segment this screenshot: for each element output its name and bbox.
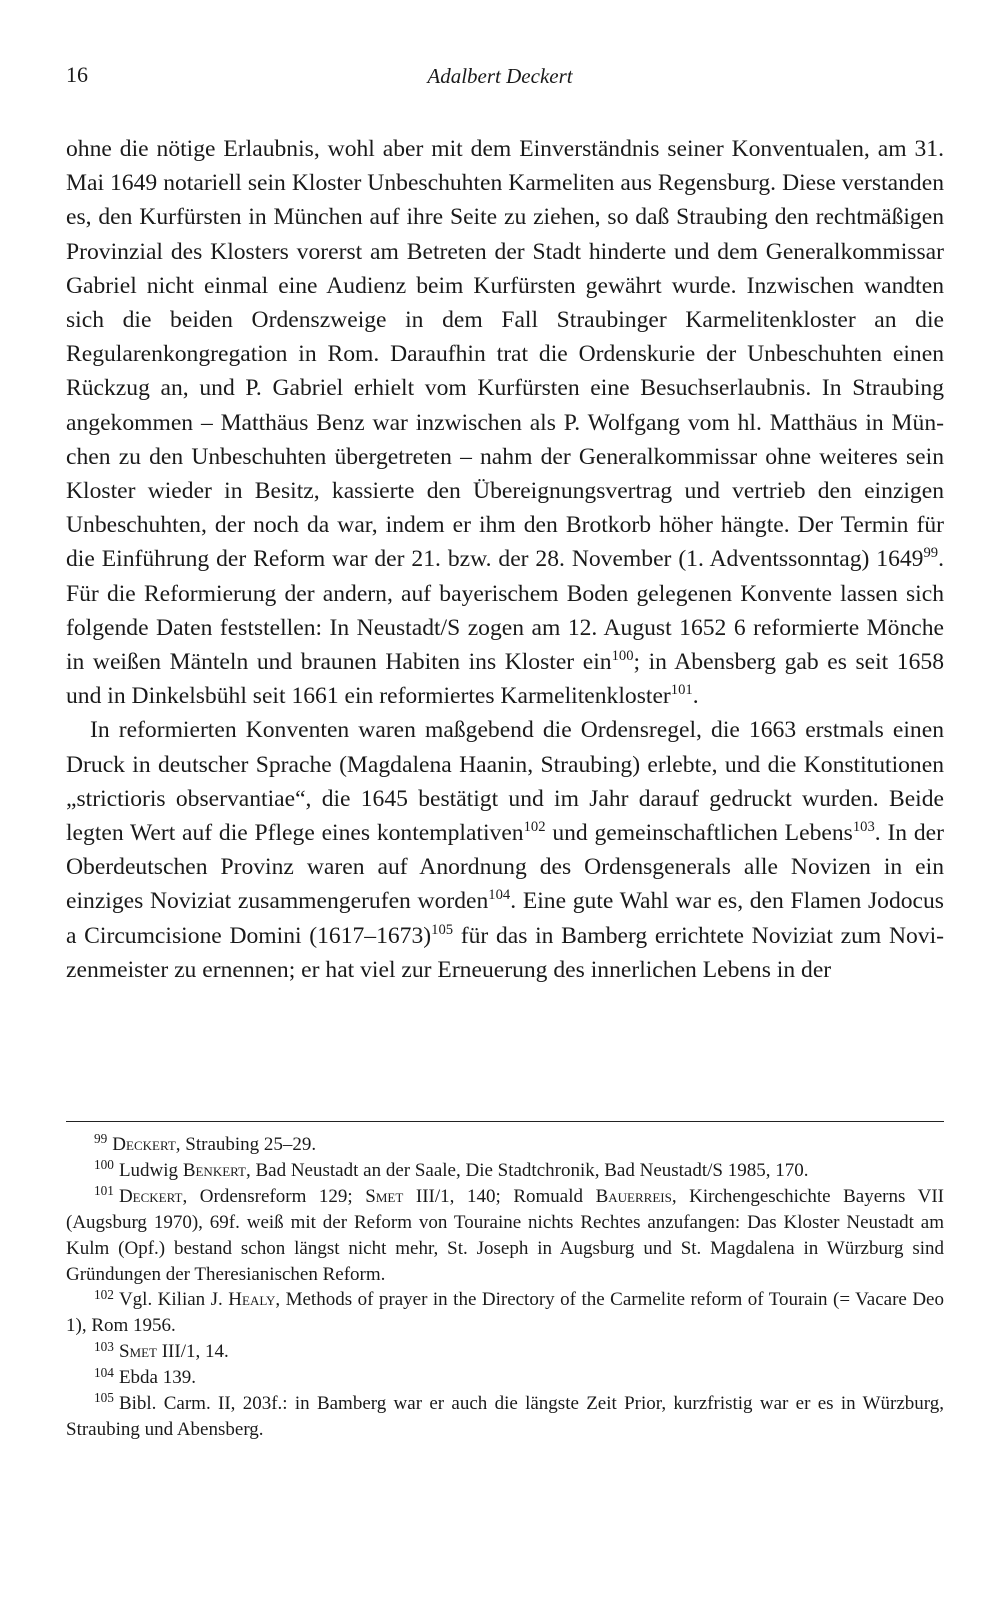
footnote-number: 100 bbox=[94, 1157, 114, 1173]
footnote-ref-105[interactable]: 105 bbox=[431, 921, 454, 938]
footnote-102 bbox=[66, 1287, 944, 1339]
text-segment: . Eine gute Wahl war es, den Flamen Jodocus a Circumcisione Domini (1617–1673) bbox=[66, 888, 944, 949]
footnote-ref-100[interactable]: 100 bbox=[611, 647, 634, 664]
paragraph-2 bbox=[66, 713, 944, 987]
footnotes bbox=[66, 1132, 944, 1443]
footnote-text: , Kirchengeschichte Bayerns VII (Augsburg 1970), 69f. weiß mit der Reform von Touraine nichts Rechtes anzufangen: Das Kloster Neustadt am Kulm (Opf.) bestand schon längst nicht mehr, St. Joseph in Augsburg und St. Magdalena in Würzburg sind Gründungen der Theresianischen Reform. bbox=[66, 1185, 944, 1285]
author-name: Bauerreis bbox=[595, 1185, 672, 1207]
author-name: Deckert bbox=[118, 1185, 183, 1207]
footnote-104 bbox=[66, 1365, 944, 1391]
footnote-99 bbox=[66, 1132, 944, 1158]
page-number: 16 bbox=[66, 62, 88, 87]
footnote-100 bbox=[66, 1158, 944, 1184]
footnote-number: 102 bbox=[94, 1286, 114, 1302]
running-head: Adalbert Deckert bbox=[427, 64, 573, 88]
footnote-text: , Straubing 25–29. bbox=[175, 1134, 317, 1155]
main-text bbox=[66, 132, 944, 987]
footnote-number: 101 bbox=[94, 1183, 114, 1199]
author-name: Benkert bbox=[182, 1159, 246, 1181]
footnote-text: , Ordensreform 129; bbox=[182, 1185, 366, 1207]
author-name: Deckert bbox=[112, 1134, 176, 1155]
footnote-number: 105 bbox=[94, 1390, 114, 1406]
footnote-divider bbox=[66, 1121, 944, 1122]
footnote-101 bbox=[66, 1184, 944, 1288]
footnote-text: , Bad Neustadt an der Saale, Die Stadtchronik, Bad Neustadt/S 1985, 170. bbox=[245, 1159, 809, 1181]
footnote-text: Ebda 139. bbox=[118, 1367, 196, 1389]
author-name: Smet bbox=[118, 1341, 157, 1363]
text-segment: und gemeinschaftlichen Lebens bbox=[545, 820, 853, 847]
footnote-105 bbox=[66, 1391, 944, 1443]
footnote-ref-104[interactable]: 104 bbox=[488, 887, 511, 904]
footnote-103 bbox=[66, 1339, 944, 1365]
footnote-number: 103 bbox=[94, 1338, 114, 1354]
text-segment: . Für die Reformierung der andern, auf bayerischem Boden gelegenen Konvente lassen sich folgende Daten feststellen: In Neustadt/S zogen am 12. August 1652 6 reformierte Mönche in weißen Mänteln und braunen Habiten ins Kloster ein bbox=[66, 546, 944, 676]
footnote-text: Ludwig bbox=[118, 1159, 183, 1181]
footnote-ref-102[interactable]: 102 bbox=[523, 819, 546, 835]
text-segment: für das in Bamberg errichtete Noviziat zum Novizenmeister zu ernennen; er hat viel zur Erneuerung des innerlichen Lebens in der bbox=[66, 922, 944, 983]
text-segment: ohne die nötige Erlaubnis, wohl aber mit dem Einverständnis seiner Konventualen, am 31. Mai 1649 notariell sein Kloster Unbeschuhten Karmeliten aus Regensburg. Diese verstanden es, den Kurfürsten in München auf ihre Seite zu ziehen, so daß Straubing den rechtmäßigen Provinzial des Klosters vorerst am Betreten der Stadt hinderte und dem Generalkommissar Gabriel nicht einmal eine Audienz beim Kurfürsten gewährt wurde. Inzwischen wandten sich die beiden Ordenszweige in dem Fall Straubinger Karmelitenkloster an die Regularenkongregation in Rom. Daraufhin trat die Ordenskurie der Unbeschuhten einen Rückzug an, und P. Gabriel erhielt vom Kurfürsten eine Besuchserlaubnis. In Straubing angekommen – Matthäus Benz war inzwischen als P. Wolfgang vom hl. Matthäus in München zu den Unbeschuhten übergetreten – nahm der Generalkommissar ohne weiteres sein Kloster wieder in Besitz, kassierte den Übereignungsvertrag und vertrieb den einzigen Unbeschuhten, der noch da war, indem er ihm den Brotkorb höher hängte. Der Termin für die Einführung der Reform war der 21. bzw. der 28. November (1. Adventssonntag) 1649 bbox=[66, 136, 944, 573]
author-name: Smet bbox=[365, 1185, 404, 1207]
footnote-ref-103[interactable]: 103 bbox=[852, 819, 875, 835]
footnote-text: Vgl. Kilian J. bbox=[118, 1289, 229, 1311]
footnote-ref-99[interactable]: 99 bbox=[923, 545, 939, 562]
footnote-number: 99 bbox=[94, 1131, 108, 1147]
footnote-text: , Methods of prayer in the Directory of the Carmelite reform of Tourain (= Vacare Deo 1), Rom 1956. bbox=[66, 1289, 944, 1337]
author-name: Healy bbox=[228, 1289, 276, 1311]
footnote-text: Bibl. Carm. II, 203f.: in Bamberg war er auch die längste Zeit Prior, kurzfristig war er es in Würzburg, Straubing und Abensberg. bbox=[66, 1393, 944, 1440]
footnote-ref-101[interactable]: 101 bbox=[670, 682, 693, 699]
text-segment: In reformierten Konventen waren maßgebend die Ordensregel, die 1663 erstmals einen Druck in deutscher Sprache (Magdalena Haanin, Straubing) erlebte, und die Konstitutionen „strictioris observantiae“, die 1645 bestätigt und im Jahr darauf gedruckt wurden. Beide legten Wert auf die Pflege eines kontemplativen bbox=[66, 717, 944, 847]
footnote-number: 104 bbox=[94, 1364, 114, 1380]
text-segment: . bbox=[692, 683, 699, 710]
paragraph-1 bbox=[66, 132, 944, 713]
footnote-text: III/1, 14. bbox=[156, 1341, 229, 1363]
footnote-text: III/1, 140; Romuald bbox=[403, 1185, 596, 1207]
text-segment: ; in Abensberg gab es seit 1658 und in Dinkelsbühl seit 1661 ein reformiertes Karmelitenkloster bbox=[66, 649, 944, 710]
text-segment: . In der Oberdeutschen Provinz waren auf Anordnung des Ordensgenerals alle Novizen in ein einziges Noviziat zusammengerufen worden bbox=[66, 820, 944, 915]
